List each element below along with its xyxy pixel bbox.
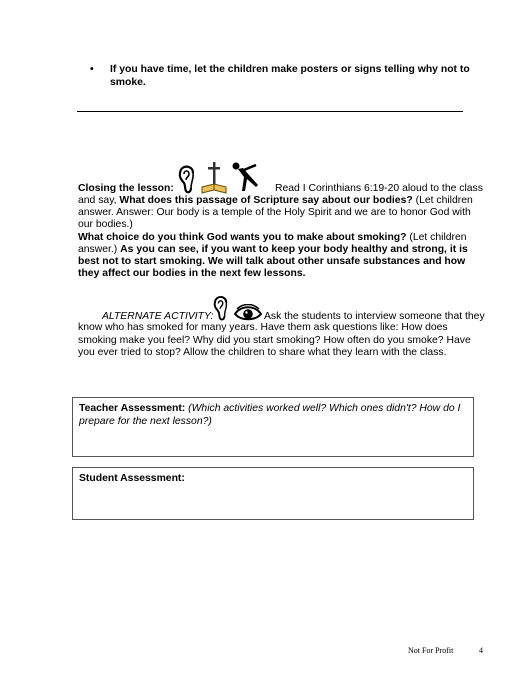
student-assessment-label: Student Assessment: bbox=[79, 473, 185, 484]
closing-icons bbox=[176, 161, 264, 195]
bullet-item bbox=[90, 63, 480, 89]
alternate-icons bbox=[211, 292, 262, 322]
eye-icon bbox=[234, 304, 262, 322]
section-divider bbox=[77, 111, 463, 112]
teacher-assessment-prompt: (Which activities worked well? Which ones didn't? How do I prepare for the next lesson?) bbox=[79, 403, 461, 427]
closing-body bbox=[78, 195, 478, 280]
closing-label: Closing the lesson: bbox=[78, 183, 174, 194]
closing-question-2: What choice do you think God wants you to make about smoking? bbox=[78, 231, 407, 243]
closing-conclusion: As you can see, if you want to keep your body healthy and strong, it is best not to start smoking. We will talk about other unsafe substances and how they affect our bodies in the next few lessons. bbox=[78, 243, 468, 280]
teacher-assessment-box bbox=[72, 397, 474, 457]
closing-question-1: What does this passage of Scripture say about our bodies? bbox=[119, 195, 413, 206]
scripture-reading: Read I Corinthians 6:19-20 aloud to the class bbox=[275, 183, 483, 194]
closing-p1-tail: (Let children answer. Answer: Our body is a temple of the Holy Spirit and we are to honor God with our bodies.) bbox=[78, 195, 473, 231]
closing-p1-normal: and say, bbox=[78, 195, 120, 206]
closing-p2-normal: (Let children answer.) bbox=[78, 231, 467, 255]
student-assessment-box bbox=[72, 467, 474, 520]
alternate-activity-section bbox=[78, 292, 483, 360]
exercise-figure-icon bbox=[230, 161, 264, 195]
alternate-activity-label: ALTERNATE ACTIVITY: bbox=[102, 311, 214, 322]
page-number: 4 bbox=[479, 646, 483, 655]
footer-notice: Not For Profit bbox=[408, 646, 454, 655]
teacher-assessment-label: Teacher Assessment: bbox=[79, 403, 186, 414]
bullet-text: If you have time, let the children make posters or signs telling why not to smoke. bbox=[110, 64, 470, 88]
bible-cross-icon bbox=[200, 161, 228, 195]
ear-icon bbox=[211, 292, 231, 322]
bullet-symbol: • bbox=[90, 64, 94, 75]
ear-icon bbox=[176, 161, 198, 195]
alternate-activity-intro: Ask the students to interview someone that they bbox=[264, 311, 485, 322]
closing-section bbox=[78, 161, 483, 280]
alternate-activity-body: know who has smoked for many years. Have them ask questions like: How does smoking make you feel? Why did you start smoking? How often do you smoke? Have you ever tried to stop? Allow the children to share what they learn with the class. bbox=[78, 322, 471, 358]
